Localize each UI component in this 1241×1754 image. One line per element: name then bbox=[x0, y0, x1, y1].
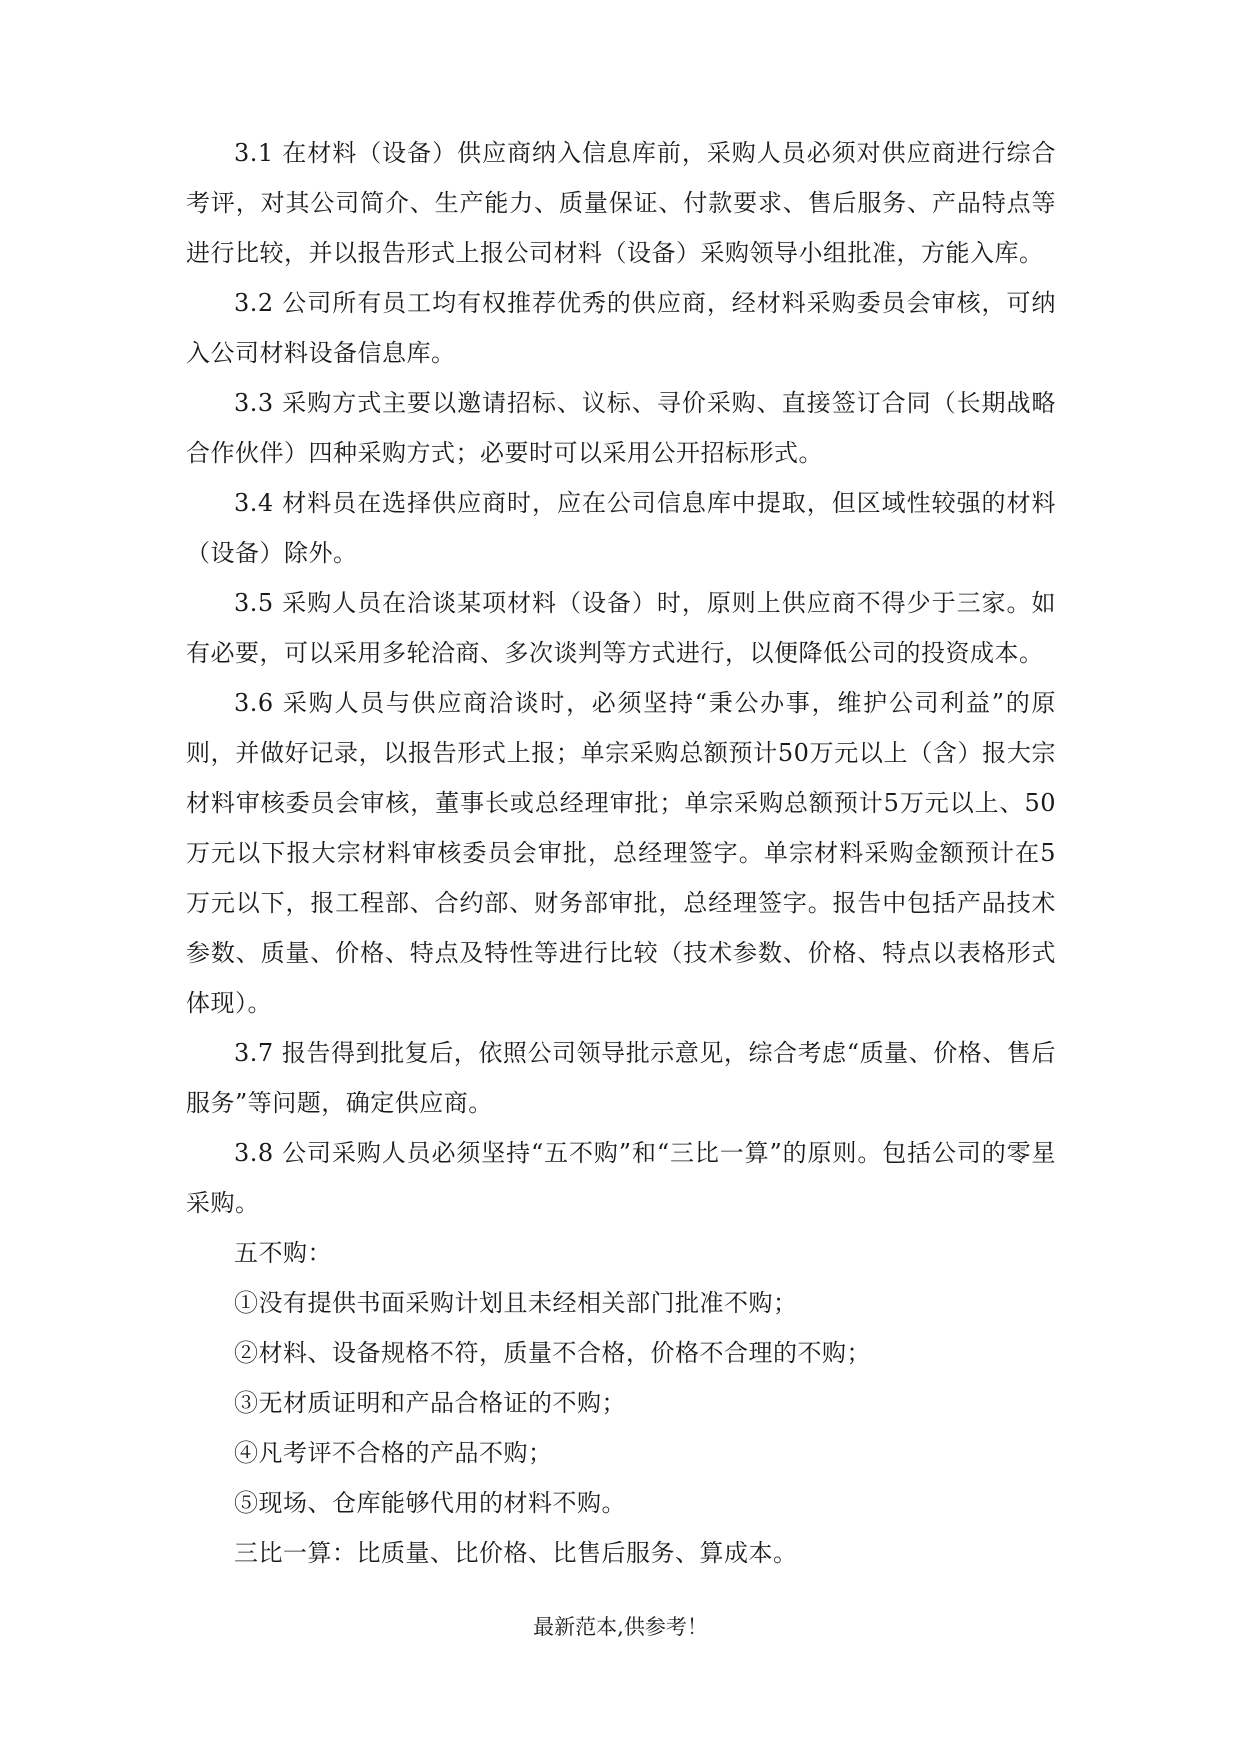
paragraph-3-5: 3.5 采购人员在洽谈某项材料（设备）时，原则上供应商不得少于三家。如有必要，可以采用多轮洽商、多次谈判等方式进行，以便降低公司的投资成本。 bbox=[186, 589, 1056, 667]
paragraph-3-1: 3.1 在材料（设备）供应商纳入信息库前，采购人员必须对供应商进行综合考评，对其公司简介、生产能力、质量保证、付款要求、售后服务、产品特点等进行比较，并以报告形式上报公司材料（设备）采购领导小组批准，方能入库。 bbox=[186, 139, 1056, 267]
wubugou-item: ③无材质证明和产品合格证的不购； bbox=[234, 1389, 626, 1417]
sanbiyisuan-line: 三比一算：比质量、比价格、比售后服务、算成本。 bbox=[234, 1539, 798, 1567]
wubugou-item: ⑤现场、仓库能够代用的材料不购。 bbox=[234, 1489, 626, 1517]
wubugou-heading: 五不购： bbox=[234, 1239, 332, 1267]
wubugou-item: ①没有提供书面采购计划且未经相关部门批准不购； bbox=[234, 1289, 798, 1317]
paragraph-3-6: 3.6 采购人员与供应商洽谈时，必须坚持“秉公办事，维护公司利益”的原则，并做好记录，以报告形式上报；单宗采购总额预计50万元以上（含）报大宗材料审核委员会审核，董事长或总经理审批；单宗采购总额预计5万元以上、50万元以下报大宗材料审核委员会审批，总经理签字。单宗材料采购金额预计在5万元以下，报工程部、合约部、财务部审批，总经理签字。报告中包括产品技术参数、质量、价格、特点及特性等进行比较（技术参数、价格、特点以表格形式体现）。 bbox=[186, 689, 1056, 1017]
paragraph-3-8: 3.8 公司采购人员必须坚持“五不购”和“三比一算”的原则。包括公司的零星采购。 bbox=[186, 1139, 1056, 1217]
paragraph-3-7: 3.7 报告得到批复后，依照公司领导批示意见，综合考虑“质量、价格、售后服务”等问题，确定供应商。 bbox=[186, 1039, 1056, 1117]
page-footer: 最新范本,供参考！ bbox=[533, 1615, 708, 1639]
wubugou-item: ②材料、设备规格不符，质量不合格，价格不合理的不购； bbox=[234, 1339, 871, 1367]
wubugou-item: ④凡考评不合格的产品不购； bbox=[234, 1439, 553, 1467]
paragraph-3-2: 3.2 公司所有员工均有权推荐优秀的供应商，经材料采购委员会审核，可纳入公司材料设备信息库。 bbox=[186, 289, 1056, 367]
paragraph-3-4: 3.4 材料员在选择供应商时，应在公司信息库中提取，但区域性较强的材料（设备）除外。 bbox=[186, 489, 1056, 567]
paragraph-3-3: 3.3 采购方式主要以邀请招标、议标、寻价采购、直接签订合同（长期战略合作伙伴）四种采购方式；必要时可以采用公开招标形式。 bbox=[186, 389, 1056, 467]
document-body bbox=[186, 128, 1056, 1578]
